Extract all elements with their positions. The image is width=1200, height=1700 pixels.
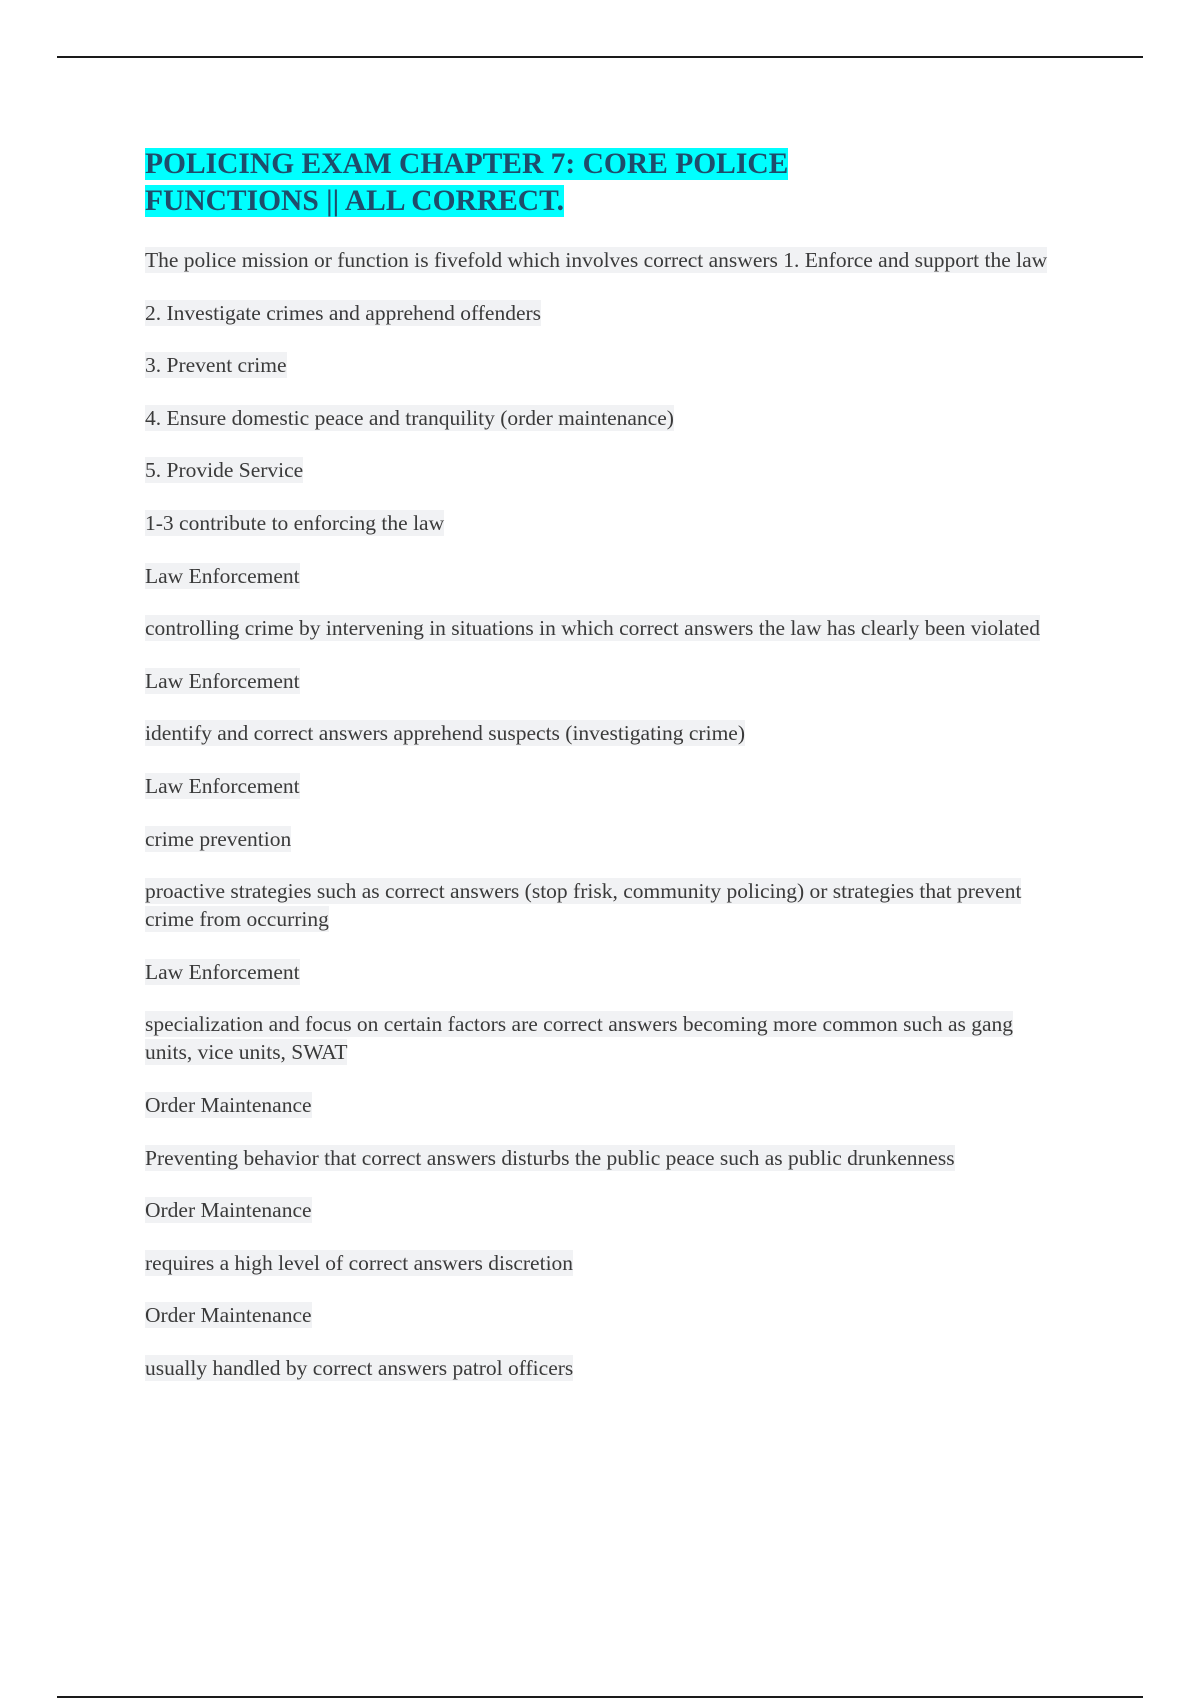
paragraph — [145, 825, 1065, 853]
paragraph — [145, 299, 1065, 327]
paragraph — [145, 1144, 1065, 1172]
paragraph-text: Law Enforcement — [145, 773, 300, 798]
paragraph — [145, 719, 1065, 747]
paragraph — [145, 1249, 1065, 1277]
paragraph — [145, 667, 1065, 695]
paragraph — [145, 614, 1065, 642]
paragraph-text: 5. Provide Service — [145, 458, 304, 483]
top-divider — [57, 56, 1143, 58]
paragraph — [145, 404, 1065, 432]
paragraph-text: Law Enforcement — [145, 959, 300, 984]
paragraph-text: 1-3 contribute to enforcing the law — [145, 510, 445, 535]
paragraph-text: Law Enforcement — [145, 563, 300, 588]
paragraph-text: Order Maintenance — [145, 1303, 312, 1328]
paragraph-text: proactive strategies such as correct answers (stop frisk, community policing) or strategies that prevent crime from occurring — [145, 879, 1022, 932]
paragraph — [145, 1301, 1065, 1329]
paragraph-text: The police mission or function is fivefold which involves correct answers 1. Enforce and support the law — [145, 248, 1048, 272]
paragraph — [145, 1010, 1065, 1066]
paragraph-text: usually handled by correct answers patrol officers — [145, 1355, 574, 1380]
paragraph — [145, 1196, 1065, 1224]
document-body — [145, 146, 1065, 1406]
paragraph — [145, 562, 1065, 590]
paragraph — [145, 772, 1065, 800]
bottom-divider — [57, 1696, 1143, 1698]
paragraph-text: Law Enforcement — [145, 668, 300, 693]
paragraph-text: requires a high level of correct answers discretion — [145, 1250, 574, 1275]
paragraph-text: Order Maintenance — [145, 1198, 312, 1223]
paragraph-text: specialization and focus on certain factors are correct answers becoming more common such as gang units, vice units, SWAT — [145, 1012, 1014, 1065]
paragraph-text: identify and correct answers apprehend suspects (investigating crime) — [145, 721, 745, 746]
paragraph-text: Order Maintenance — [145, 1092, 312, 1117]
paragraph — [145, 246, 1065, 274]
paragraph — [145, 456, 1065, 484]
paragraph — [145, 509, 1065, 537]
paragraph-text: 2. Investigate crimes and apprehend offenders — [145, 300, 542, 325]
document-title — [145, 146, 885, 220]
paragraph-text: 3. Prevent crime — [145, 353, 287, 378]
paragraph — [145, 958, 1065, 986]
paragraph — [145, 351, 1065, 379]
paragraph-text: crime prevention — [145, 826, 292, 851]
paragraph-text: Preventing behavior that correct answers disturbs the public peace such as public drunkenness — [145, 1145, 955, 1170]
document-title-text: POLICING EXAM CHAPTER 7: CORE POLICE FUNCTIONS || ALL CORRECT. — [145, 148, 789, 217]
paragraph-text: controlling crime by intervening in situations in which correct answers the law has clearly been violated — [145, 616, 1040, 641]
paragraph — [145, 1354, 1065, 1382]
paragraph — [145, 1091, 1065, 1119]
paragraph — [145, 877, 1065, 933]
paragraph-text: 4. Ensure domestic peace and tranquility (order maintenance) — [145, 405, 674, 430]
